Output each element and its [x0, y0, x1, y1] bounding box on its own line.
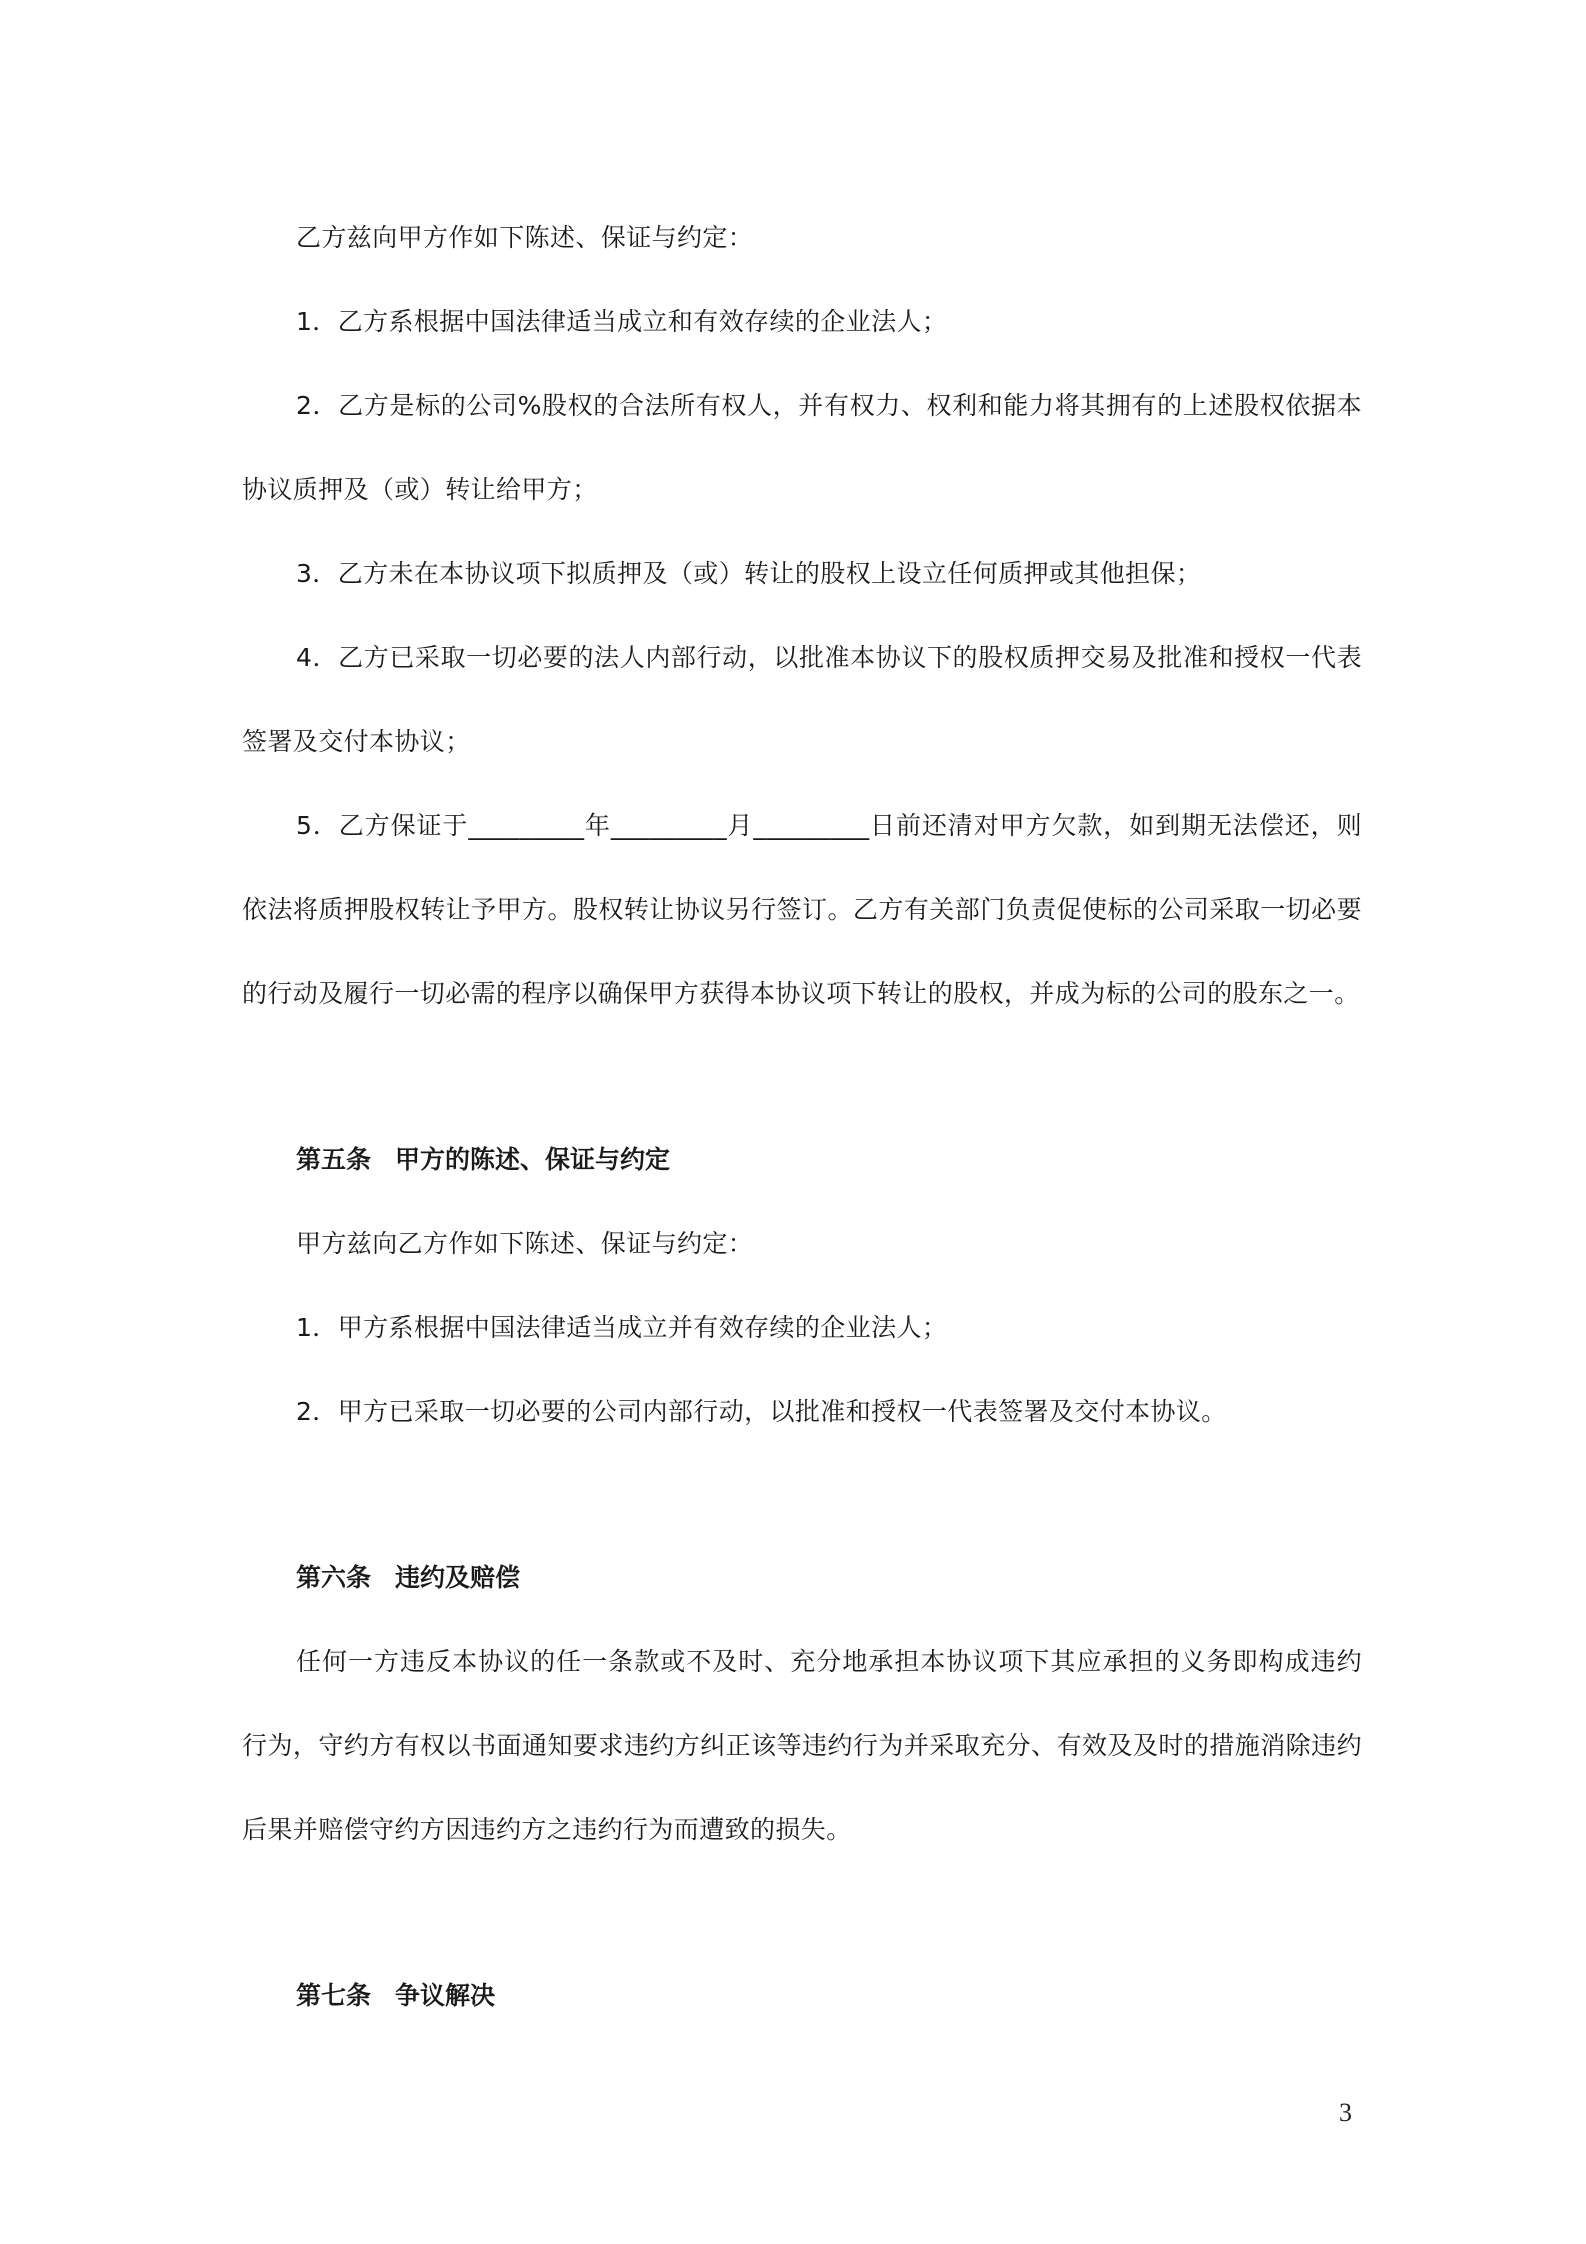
document-body: [242, 196, 1362, 2038]
article-5-heading: [242, 1118, 1362, 1202]
article-6-body: 任何一方违反本协议的任一条款或不及时、充分地承担本协议项下其应承担的义务即构成违约行为，守约方有权以书面通知要求违约方纠正该等违约行为并采取充分、有效及及时的措施消除违约后果并赔偿守约方因违约方之违约行为而遭致的损失。: [242, 1647, 1362, 1844]
intro-item-3: 3．乙方未在本协议项下拟质押及（或）转让的股权上设立任何质押或其他担保；: [296, 559, 1202, 588]
article-6-title: 违约及赔偿: [395, 1563, 521, 1592]
article-5-title: 甲方的陈述、保证与约定: [395, 1145, 671, 1174]
article-5-item-1: 1．甲方系根据中国法律适当成立并有效存续的企业法人；: [296, 1313, 948, 1342]
article-5-item-2: 2．甲方已采取一切必要的公司内部行动，以批准和授权一代表签署及交付本协议。: [296, 1397, 1227, 1426]
intro-item-4: 4．乙方已采取一切必要的法人内部行动，以批准本协议下的股权质押交易及批准和授权一代表签署及交付本协议；: [242, 643, 1362, 756]
article-7-title: 争议解决: [395, 1981, 496, 2010]
page-number: 3: [1339, 2098, 1352, 2127]
section-gap: [242, 1036, 1362, 1118]
article-6-number: 第六条: [296, 1563, 372, 1592]
intro-item-1: 1．乙方系根据中国法律适当成立和有效存续的企业法人；: [296, 307, 948, 336]
intro-lead: 乙方兹向甲方作如下陈述、保证与约定：: [296, 223, 754, 252]
article-7-number: 第七条: [296, 1981, 372, 2010]
intro-item-5: 5．乙方保证于_________年_________月_________日前还清对甲方欠款，如到期无法偿还，则依法将质押股权转让予甲方。股权转让协议另行签订。乙方有关部门负责促使标的公司采取一切必要的行动及履行一切必需的程序以确保甲方获得本协议项下转让的股权，并成为标的公司的股东之一。: [242, 811, 1362, 1008]
article-6-heading: [242, 1536, 1362, 1620]
article-7-heading: [242, 1954, 1362, 2038]
intro-item-2: 2．乙方是标的公司%股权的合法所有权人，并有权力、权利和能力将其拥有的上述股权依据本协议质押及（或）转让给甲方；: [242, 391, 1362, 504]
section-gap: [242, 1454, 1362, 1536]
article-5-number: 第五条: [296, 1145, 372, 1174]
section-gap: [242, 1872, 1362, 1954]
article-5-lead: 甲方兹向乙方作如下陈述、保证与约定：: [296, 1229, 754, 1258]
